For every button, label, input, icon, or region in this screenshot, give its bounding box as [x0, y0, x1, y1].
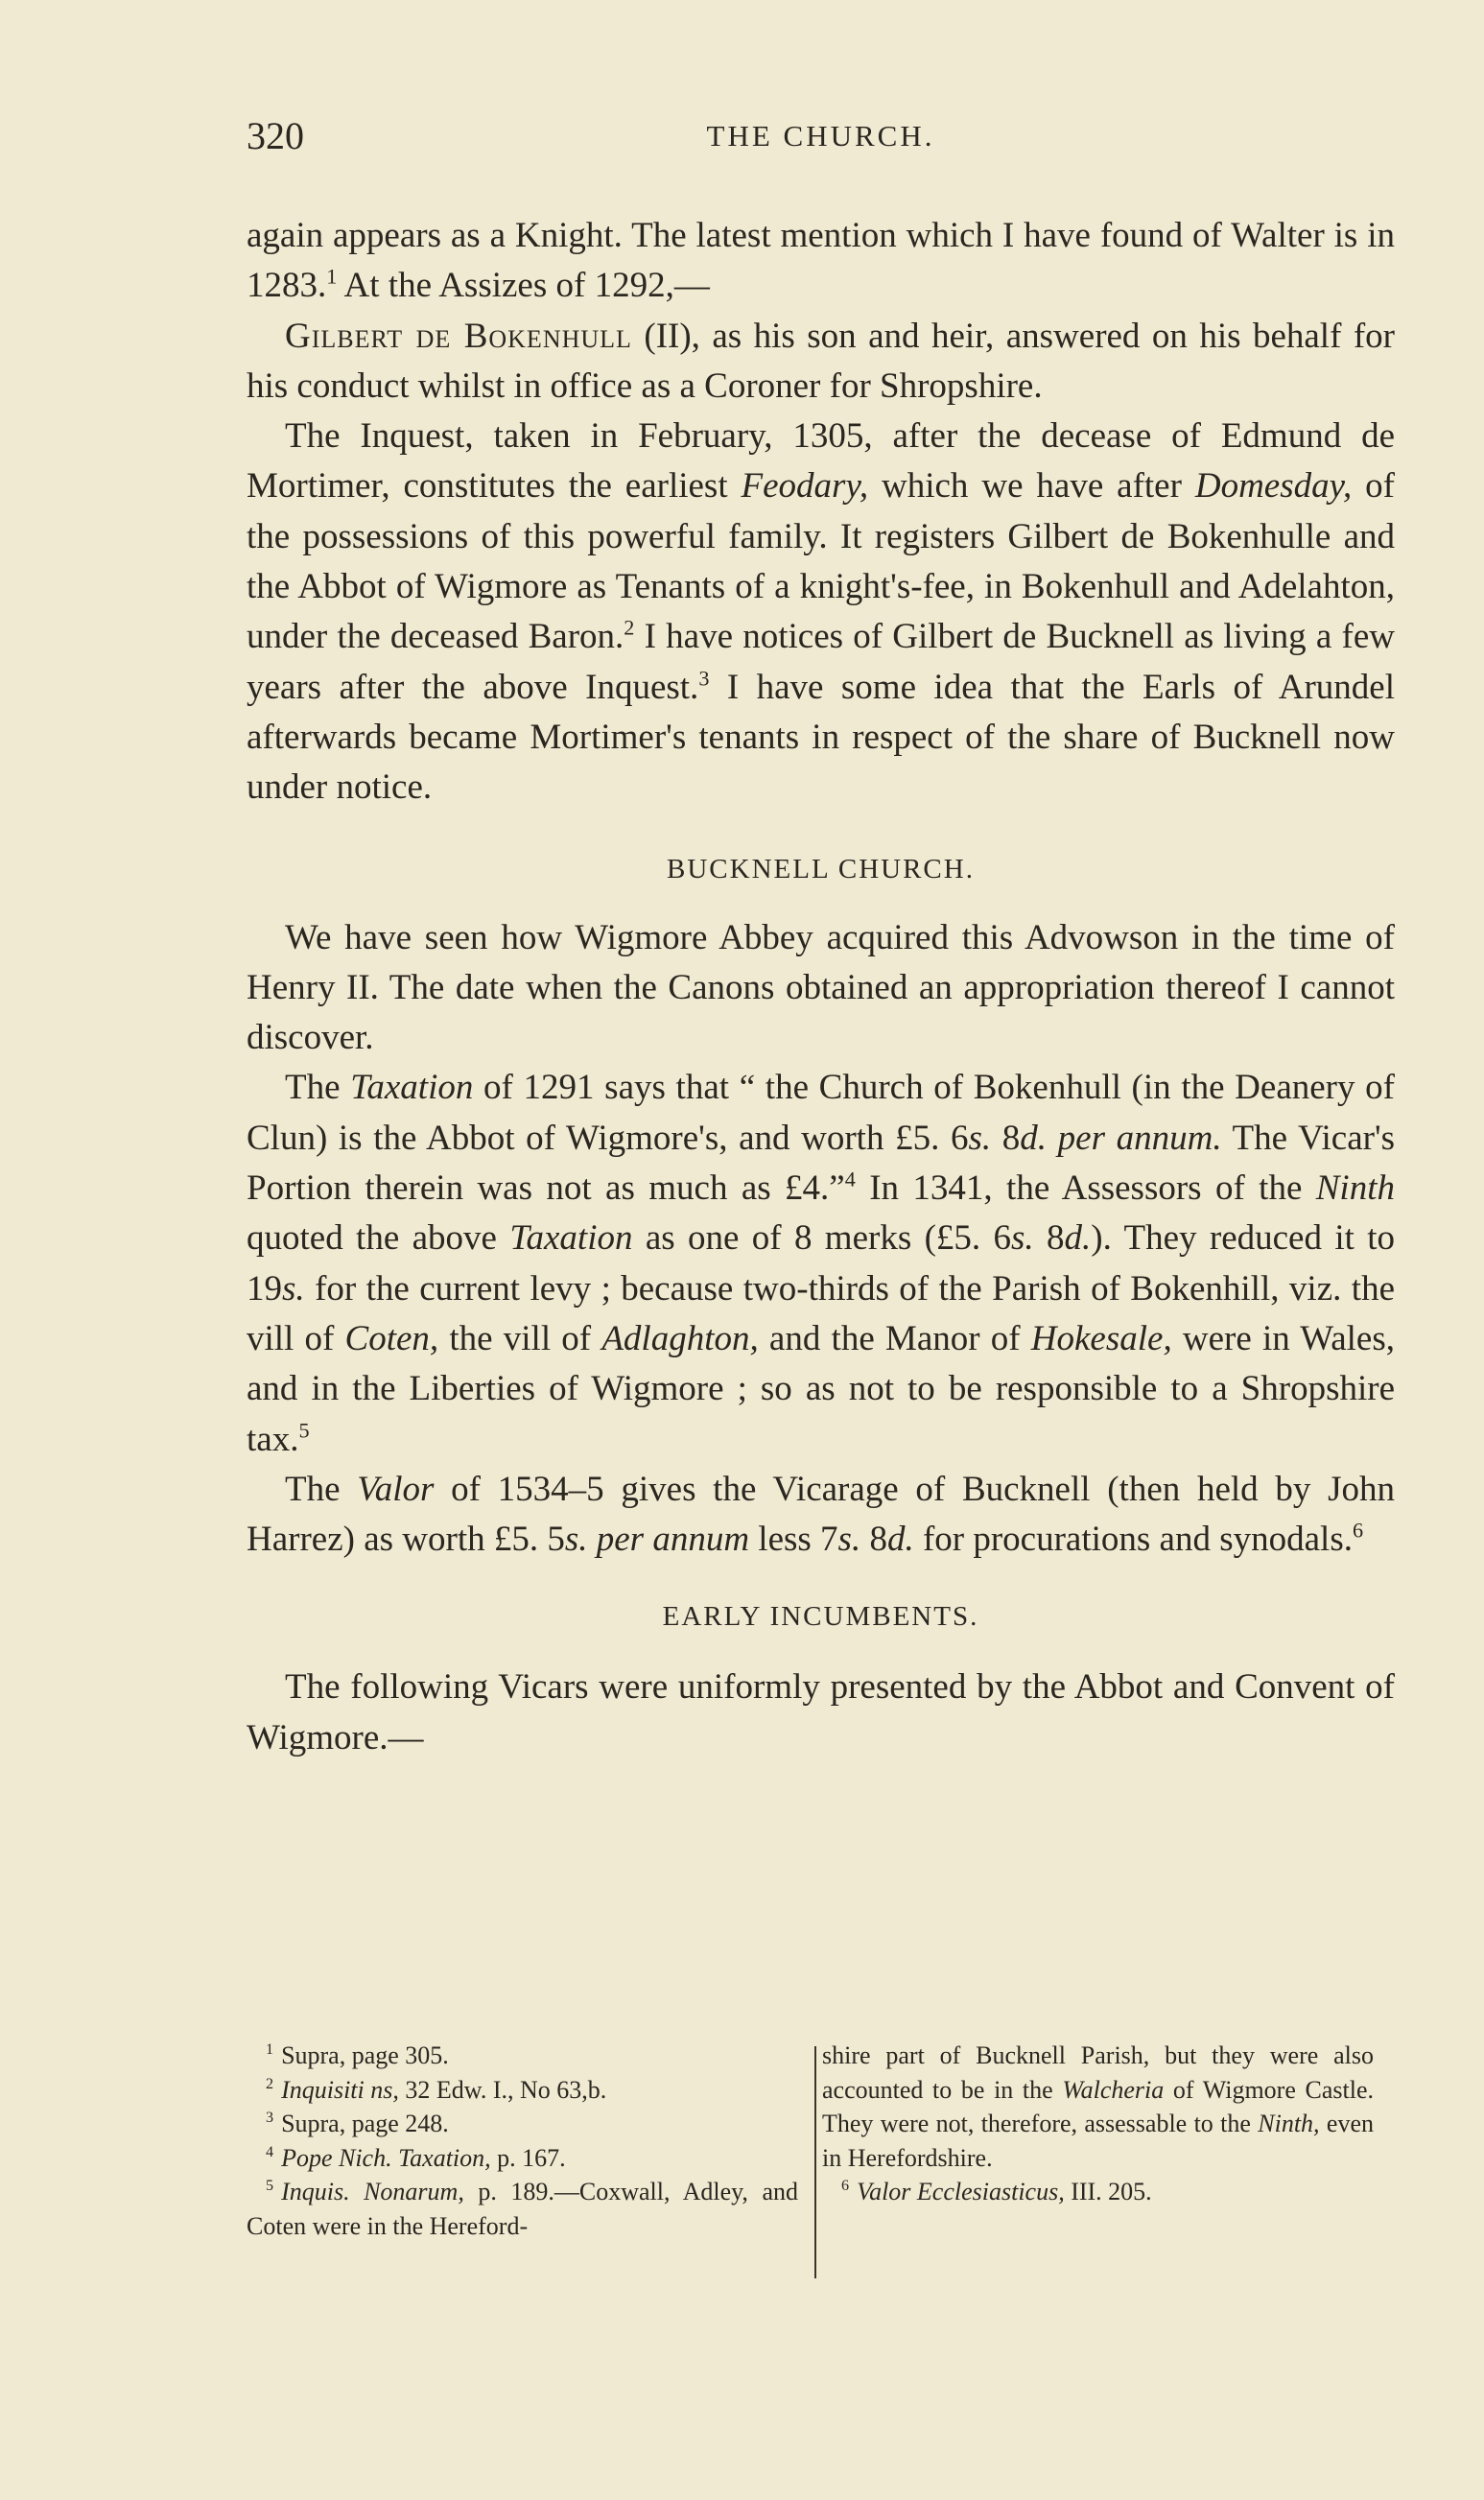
footnote-4: $^4$ Pope Nich. Taxation, p. 167. [266, 2143, 566, 2172]
paragraph-taxation-1291: The Taxation of 1291 says that “ the Church of Bokenhull (in the Deanery of Clun) is the Abbot of Wigmore's, and worth £5. 6s. 8d. per annum. The Vicar's Portion therein was not as much as £4.”$^4$ In 1341, the Assessors of the Ninth quoted the above Taxation as one of 8 merks (£5. 6s. 8d.). They reduced it to 19s. for the current levy ; because two-thirds of the Parish of Bokenhill, viz. the vill of Coten, the vill of Adlaghton, and the Manor of Hokesale, were in Wales, and in the Liberties of Wigmore ; so as not to be responsible to a Shropshire tax.$^5$ [247, 1068, 1396, 1459]
paragraph-gilbert-ii: Gilbert de Bokenhull (II), as his son and heir, answered on his behalf for his conduct whilst in office as a Coroner for Shropshire. [247, 316, 1396, 406]
page-number: 320 [247, 114, 304, 157]
footnotes-right-column [822, 2039, 1374, 2209]
footnote-column-rule [814, 2046, 816, 2278]
section-heading-early-incumbents: EARLY INCUMBENTS. [662, 1601, 979, 1633]
footnote-5: $^5$ Inquis. Nonarum, p. 189.—Coxwall, Adley, and Coten were in the Hereford- [247, 2178, 798, 2240]
paragraph-advowson: We have seen how Wigmore Abbey acquired this Advowson in the time of Henry II. The date when the Canons obtained an appropriation thereof I cannot discover. [247, 917, 1395, 1058]
paragraph-walter-knight: again appears as a Knight. The latest mention which I have found of Walter is in 1283.$^1$ At the Assizes of 1292,— [247, 216, 1395, 306]
footnote-ref: 1 [326, 264, 338, 289]
footnotes [247, 2039, 1395, 2298]
paragraph-inquest-1305: The Inquest, taken in February, 1305, after the decease of Edmund de Mortimer, constitutes the earliest Feodary, which we have after Domesday, of the possessions of this powerful family. It registers Gilbert de Bokenhulle and the Abbot of Wigmore as Tenants of a knight's-fee, in Bokenhull and Adelahton, under the deceased Baron.$^2$ I have notices of Gilbert de Bucknell as living a few years after the above Inquest.$^3$ I have some idea that the Earls of Arundel afterwards became Mortimer's tenants in respect of the share of Bucknell now under notice. [247, 416, 1395, 808]
footnote-6: $^6$ Valor Ecclesiasticus, III. 205. [841, 2178, 1152, 2205]
person-name: Gilbert de Bokenhull [285, 316, 632, 356]
body-text [247, 211, 1395, 1763]
running-title: THE CHURCH. [706, 119, 935, 153]
paragraph-valor-1534: The Valor of 1534–5 gives the Vicarage of Bucknell (then held by John Harrez) as worth £5. 5s. per annum less 7s. 8d. for procurations and synodals.$^6$ [247, 1469, 1395, 1560]
footnote-ref: 2 [624, 616, 635, 641]
running-head [247, 113, 1395, 171]
footnote-5-continued: shire part of Bucknell Parish, but they were also accounted to be in the Walcheria of Wigmore Castle. They were not, therefore, assessable to the Ninth, even in Herefordshire. [822, 2041, 1374, 2172]
footnote-3: $^3$ Supra, page 248. [266, 2110, 449, 2137]
footnote-ref: 5 [298, 1418, 310, 1443]
footnote-ref: 3 [698, 666, 710, 691]
footnotes-left-column [247, 2039, 798, 2243]
section-heading-bucknell-church: BUCKNELL CHURCH. [667, 853, 975, 884]
footnote-2: $^2$ Inquisiti ns, 32 Edw. I., No 63,b. [266, 2075, 607, 2104]
footnote-1: $^1$ Supra, page 305. [266, 2041, 449, 2069]
footnote-ref: 4 [844, 1167, 856, 1191]
footnote-ref: 6 [1352, 1518, 1364, 1543]
paragraph-vicars-presented: The following Vicars were uniformly presented by the Abbot and Convent of Wigmore.— [247, 1667, 1395, 1757]
